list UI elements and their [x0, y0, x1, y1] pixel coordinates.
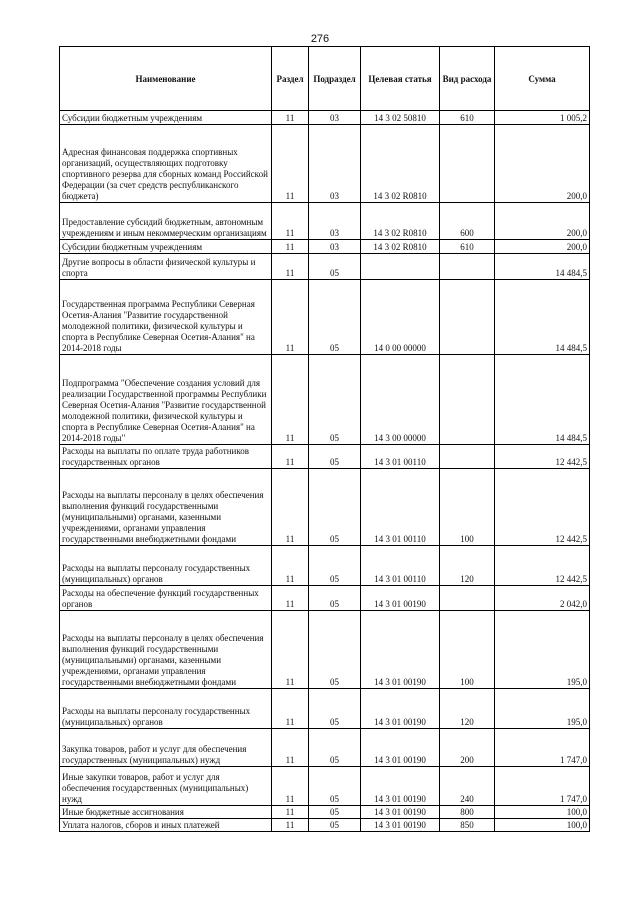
header-subsection: Подраздел [309, 47, 361, 111]
row-section: 11 [272, 689, 309, 729]
row-kind: 200 [440, 729, 495, 767]
row-name [60, 203, 272, 240]
row-section: 11 [272, 767, 309, 806]
row-subsection: 05 [309, 546, 361, 586]
row-name-text: Закупка товаров, работ и услуг для обеспечения государственных (муниципальных) нужд [62, 744, 247, 765]
row-subsection: 05 [309, 689, 361, 729]
row-subsection: 03 [309, 111, 361, 125]
row-sum: 195,0 [495, 611, 590, 689]
row-target: 14 3 01 00190 [361, 611, 440, 689]
table-row [60, 254, 590, 280]
row-target: 14 3 01 00190 [361, 806, 440, 819]
row-name-text: Расходы на выплаты персоналу в целях обеспечения выполнения функций государственными (муниципальными) органами, казенными учреждениями, органами управления государственными внебюджетными фондами [62, 490, 264, 544]
table-row [60, 280, 590, 355]
row-target: 14 0 00 00000 [361, 280, 440, 355]
header-kind: Вид расхода [440, 47, 495, 111]
row-section: 11 [272, 355, 309, 445]
row-target: 14 3 00 00000 [361, 355, 440, 445]
row-name-text: Адресная финансовая поддержка спортивных организаций, осуществляющих подготовку спортивного резерва для сборных команд Российской Федерации (за счет средств республиканского бюджета) [62, 147, 268, 201]
row-section: 11 [272, 586, 309, 611]
row-name-text: Иные закупки товаров, работ и услуг для обеспечения государственных (муниципальных) нужд [62, 772, 249, 804]
row-section: 11 [272, 611, 309, 689]
row-kind [440, 445, 495, 469]
row-subsection: 05 [309, 445, 361, 469]
row-kind: 100 [440, 611, 495, 689]
table-row [60, 111, 590, 125]
row-sum: 200,0 [495, 203, 590, 240]
row-target: 14 3 01 00110 [361, 445, 440, 469]
row-target: 14 3 01 00190 [361, 729, 440, 767]
header-name: Наименование [60, 47, 272, 111]
row-section: 11 [272, 819, 309, 832]
row-name [60, 254, 272, 280]
row-sum: 1 747,0 [495, 767, 590, 806]
row-name [60, 586, 272, 611]
row-subsection: 05 [309, 611, 361, 689]
table-row [60, 689, 590, 729]
row-section: 11 [272, 240, 309, 254]
row-name-text: Предоставление субсидий бюджетным, автономным учреждениям и иным некоммерческим организациям [62, 217, 267, 238]
row-subsection: 05 [309, 355, 361, 445]
row-kind [440, 254, 495, 280]
row-section: 11 [272, 729, 309, 767]
row-subsection: 05 [309, 254, 361, 280]
row-name [60, 767, 272, 806]
row-section: 11 [272, 280, 309, 355]
row-kind [440, 355, 495, 445]
row-sum: 1 747,0 [495, 729, 590, 767]
table-row [60, 355, 590, 445]
row-section: 11 [272, 546, 309, 586]
row-subsection: 05 [309, 767, 361, 806]
row-name [60, 611, 272, 689]
row-kind: 850 [440, 819, 495, 832]
row-name [60, 819, 272, 832]
row-name-text: Расходы на обеспечение функций государственных органов [62, 588, 259, 609]
row-name [60, 469, 272, 546]
row-section: 11 [272, 806, 309, 819]
row-name-text: Другие вопросы в области физической культуры и спорта [62, 257, 256, 278]
row-kind [440, 586, 495, 611]
row-name-text: Расходы на выплаты персоналу в целях обеспечения выполнения функций государственными (муниципальными) органами, казенными учреждениями, органами управления государственными внебюджетными фондами [62, 633, 264, 687]
row-sum: 12 442,5 [495, 445, 590, 469]
row-name [60, 445, 272, 469]
row-kind: 610 [440, 240, 495, 254]
row-sum: 100,0 [495, 806, 590, 819]
row-target: 14 3 01 00110 [361, 546, 440, 586]
row-kind: 240 [440, 767, 495, 806]
table-header-row [60, 47, 590, 111]
row-kind [440, 280, 495, 355]
row-subsection: 05 [309, 729, 361, 767]
row-sum: 200,0 [495, 125, 590, 203]
table-row [60, 767, 590, 806]
row-name [60, 125, 272, 203]
row-name-text: Субсидии бюджетным учреждениям [62, 242, 203, 252]
row-section: 11 [272, 254, 309, 280]
row-name [60, 546, 272, 586]
row-name [60, 280, 272, 355]
row-name [60, 729, 272, 767]
row-target: 14 3 02 50810 [361, 111, 440, 125]
row-section: 11 [272, 125, 309, 203]
row-name-text: Расходы на выплаты по оплате труда работников государственных органов [62, 446, 249, 467]
row-target: 14 3 01 00190 [361, 819, 440, 832]
budget-table [59, 46, 590, 832]
row-target: 14 3 01 00190 [361, 767, 440, 806]
table-row [60, 611, 590, 689]
row-target: 14 3 02 R0810 [361, 203, 440, 240]
table-row [60, 546, 590, 586]
row-section: 11 [272, 203, 309, 240]
row-name [60, 806, 272, 819]
page-number: 276 [310, 33, 330, 45]
row-target [361, 254, 440, 280]
row-name-text: Иные бюджетные ассигнования [62, 807, 184, 817]
header-section: Раздел [272, 47, 309, 111]
table-row [60, 806, 590, 819]
row-name [60, 355, 272, 445]
table-row [60, 203, 590, 240]
row-sum: 195,0 [495, 689, 590, 729]
row-sum: 12 442,5 [495, 546, 590, 586]
row-section: 11 [272, 445, 309, 469]
header-sum: Сумма [495, 47, 590, 111]
table-row [60, 125, 590, 203]
row-name-text: Субсидии бюджетным учреждениям [62, 113, 203, 123]
row-subsection: 03 [309, 240, 361, 254]
row-name-text: Расходы на выплаты персоналу государственных (муниципальных) органов [62, 563, 251, 584]
row-sum: 1 005,2 [495, 111, 590, 125]
row-sum: 2 042,0 [495, 586, 590, 611]
row-name-text: Уплата налогов, сборов и иных платежей [62, 820, 220, 830]
row-target: 14 3 01 00110 [361, 469, 440, 546]
row-subsection: 05 [309, 469, 361, 546]
table-row [60, 819, 590, 832]
row-kind [440, 125, 495, 203]
row-target: 14 3 01 00190 [361, 689, 440, 729]
table-row [60, 729, 590, 767]
row-kind: 120 [440, 546, 495, 586]
table-row [60, 469, 590, 546]
row-name-text: Государственная программа Республики Северная Осетия-Алания "Развитие государственной молодежной политики, физической культуры и спорта в Республике Северная Осетия-Алания" на 2014-2018 годы [62, 299, 255, 353]
row-name [60, 240, 272, 254]
row-target: 14 3 02 R0810 [361, 125, 440, 203]
row-subsection: 05 [309, 280, 361, 355]
row-name [60, 111, 272, 125]
row-subsection: 05 [309, 819, 361, 832]
row-name [60, 689, 272, 729]
table-row [60, 445, 590, 469]
row-kind: 120 [440, 689, 495, 729]
row-kind: 610 [440, 111, 495, 125]
row-kind: 800 [440, 806, 495, 819]
row-section: 11 [272, 111, 309, 125]
row-kind: 600 [440, 203, 495, 240]
row-target: 14 3 02 R0810 [361, 240, 440, 254]
row-name-text: Расходы на выплаты персоналу государственных (муниципальных) органов [62, 706, 251, 727]
table-row [60, 240, 590, 254]
row-sum: 14 484,5 [495, 355, 590, 445]
row-subsection: 03 [309, 125, 361, 203]
row-sum: 200,0 [495, 240, 590, 254]
row-subsection: 03 [309, 203, 361, 240]
row-subsection: 05 [309, 806, 361, 819]
row-sum: 14 484,5 [495, 280, 590, 355]
row-subsection: 05 [309, 586, 361, 611]
table-row [60, 586, 590, 611]
row-kind: 100 [440, 469, 495, 546]
row-section: 11 [272, 469, 309, 546]
row-sum: 12 442,5 [495, 469, 590, 546]
row-sum: 14 484,5 [495, 254, 590, 280]
row-name-text: Подпрограмма "Обеспечение создания условий для реализации Государственной программы Республики Северная Осетия-Алания "Развитие государственной молодежной политики, физической культуры и спорта в Республике Северная Осетия-Алания" на 2014-2018 годы" [62, 378, 267, 443]
header-target: Целевая статья [361, 47, 440, 111]
row-sum: 100,0 [495, 819, 590, 832]
row-target: 14 3 01 00190 [361, 586, 440, 611]
